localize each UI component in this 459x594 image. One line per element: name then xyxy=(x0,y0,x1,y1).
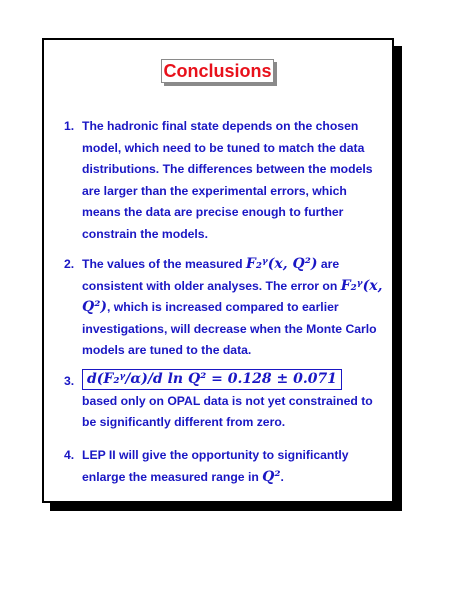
item-text-part: based only on OPAL data is not yet constrained to be significantly different from zero. xyxy=(82,393,373,429)
item-text-part: are consistent with older analyses. The error on xyxy=(82,257,340,293)
list-item-2 xyxy=(64,254,384,362)
item-number: 1. xyxy=(64,119,75,133)
item-number: 2. xyxy=(64,257,75,271)
slide-title: Conclusions xyxy=(163,61,272,81)
slope-result-formula: d(F₂ᵞ/α)/d ln Q² = 0.128 ± 0.071 xyxy=(82,369,342,390)
item-number: 3. xyxy=(64,374,75,388)
item-text: The hadronic final state depends on the chosen model, which need to be tuned to match the data distributions. The differences between the models are larger than the experimental errors, which means the data are precise enough to further constrain the models. xyxy=(82,119,373,241)
list-item-1 xyxy=(64,116,384,245)
item-text-part: , which is increased compared to earlier investigations, will decrease when the Monte Carlo models are tuned to the data. xyxy=(82,300,377,357)
item-text-part: . xyxy=(280,469,284,484)
structure-function-formula: F₂ᵞ(x, Q²) xyxy=(245,256,318,272)
title-box xyxy=(161,59,274,83)
item-text xyxy=(82,369,384,434)
item-text-part: The values of the measured xyxy=(82,257,243,271)
slide-frame xyxy=(42,38,394,503)
structure-function-formula: F₂ᵞ(x, Q²) xyxy=(82,277,383,315)
q-squared-formula: Q² xyxy=(262,468,281,485)
item-number: 4. xyxy=(64,448,75,462)
list-item-3 xyxy=(64,369,384,434)
item-text-part: LEP II will give the opportunity to significantly enlarge the measured range in xyxy=(82,448,349,484)
list-item-4 xyxy=(64,445,384,488)
item-text xyxy=(82,254,384,362)
item-text xyxy=(82,445,384,488)
